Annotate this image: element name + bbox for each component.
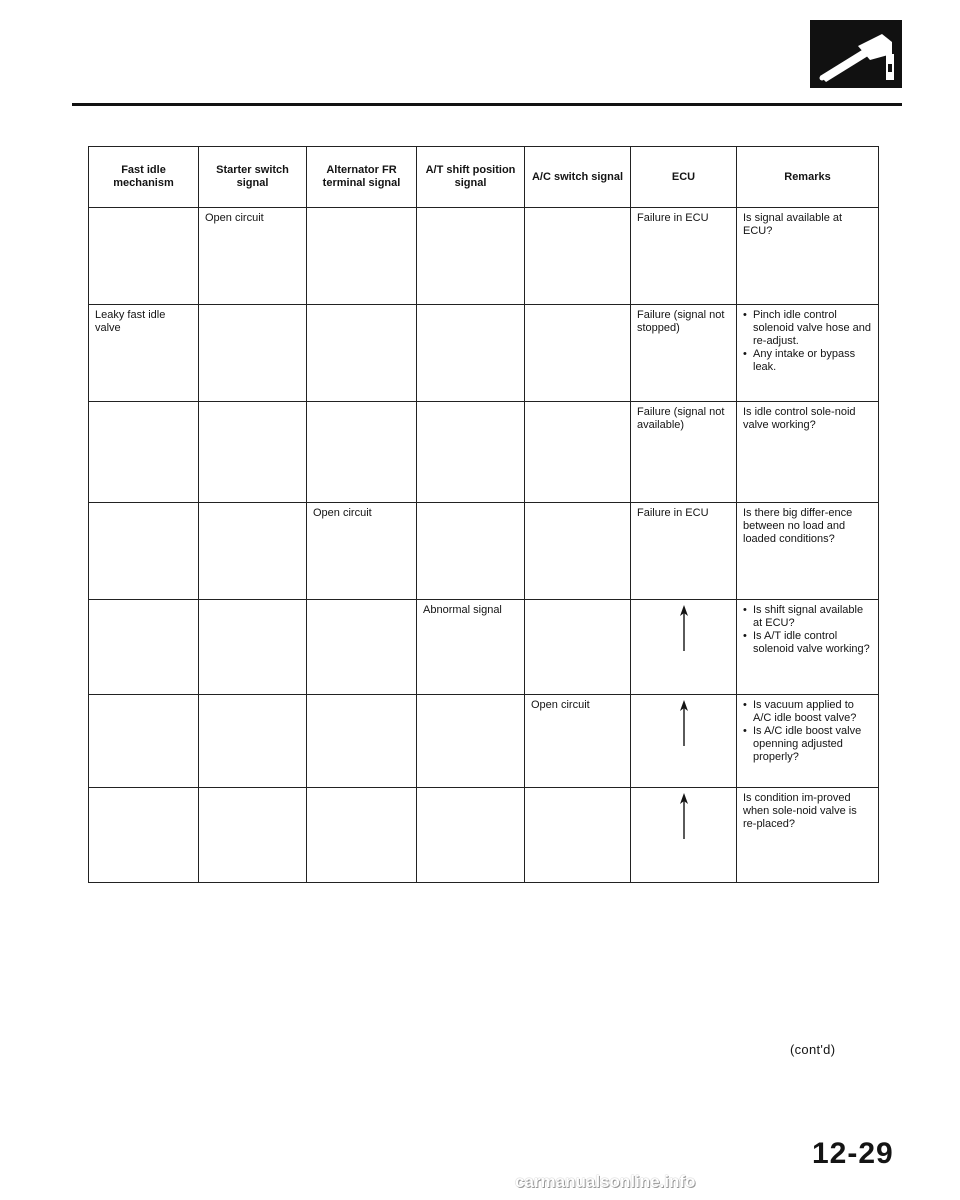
watermark: carmanualsonline.info (515, 1172, 696, 1191)
table-row (89, 208, 879, 305)
header-fast-idle: Fast idle mechanism (89, 147, 199, 208)
cell-remarks: Is signal available at ECU? (737, 208, 879, 305)
cell-fast-idle (89, 695, 199, 788)
cell-at-shift (417, 305, 525, 402)
cell-fast-idle (89, 402, 199, 503)
cell-ecu: Failure in ECU (631, 503, 737, 600)
troubleshooting-table (88, 146, 879, 883)
remarks-item: • Is A/T idle control solenoid valve working? (743, 630, 872, 656)
header-alternator: Alternator FR terminal signal (307, 147, 417, 208)
cell-starter (199, 305, 307, 402)
cell-fast-idle (89, 503, 199, 600)
cell-alternator: Open circuit (307, 503, 417, 600)
cell-ac-switch (525, 208, 631, 305)
remarks-list (743, 309, 872, 374)
table-header-row (89, 147, 879, 208)
cell-starter (199, 503, 307, 600)
cell-remarks: Is there big differ-ence between no load and loaded conditions? (737, 503, 879, 600)
header-ecu: ECU (631, 147, 737, 208)
header-ac-switch: A/C switch signal (525, 147, 631, 208)
cell-ecu (631, 788, 737, 883)
cell-remarks (737, 695, 879, 788)
cell-alternator (307, 695, 417, 788)
cell-starter (199, 402, 307, 503)
cell-at-shift (417, 208, 525, 305)
cell-at-shift: Abnormal signal (417, 600, 525, 695)
up-arrow-icon (678, 604, 690, 652)
cell-fast-idle (89, 788, 199, 883)
cell-remarks (737, 305, 879, 402)
cell-ac-switch (525, 600, 631, 695)
remarks-list (743, 604, 872, 656)
fuel-nozzle-icon (810, 20, 902, 88)
remarks-item: • Is A/C idle boost valve openning adjusted properly? (743, 725, 872, 764)
section-logo (810, 20, 902, 88)
cell-remarks (737, 600, 879, 695)
table-row (89, 788, 879, 883)
cell-fast-idle (89, 208, 199, 305)
cell-ac-switch (525, 402, 631, 503)
table-row (89, 503, 879, 600)
cell-ecu (631, 600, 737, 695)
cell-starter (199, 695, 307, 788)
header-rule (72, 103, 902, 106)
header-remarks: Remarks (737, 147, 879, 208)
cell-at-shift (417, 402, 525, 503)
cell-alternator (307, 305, 417, 402)
cell-starter (199, 788, 307, 883)
continued-label: (cont'd) (790, 1042, 836, 1057)
cell-starter (199, 600, 307, 695)
cell-ecu (631, 695, 737, 788)
up-arrow-icon (678, 699, 690, 747)
remarks-item: • Is vacuum applied to A/C idle boost valve? (743, 699, 872, 725)
cell-starter: Open circuit (199, 208, 307, 305)
remarks-list (743, 699, 872, 764)
cell-alternator (307, 402, 417, 503)
cell-ac-switch (525, 305, 631, 402)
table-row (89, 600, 879, 695)
cell-at-shift (417, 695, 525, 788)
remarks-item: • Is shift signal available at ECU? (743, 604, 872, 630)
cell-alternator (307, 788, 417, 883)
cell-ac-switch (525, 503, 631, 600)
table-row (89, 402, 879, 503)
cell-at-shift (417, 788, 525, 883)
cell-remarks: Is condition im-proved when sole-noid valve is re-placed? (737, 788, 879, 883)
remarks-item: • Pinch idle control solenoid valve hose and re-adjust. (743, 309, 872, 348)
header-at-shift: A/T shift position signal (417, 147, 525, 208)
cell-alternator (307, 600, 417, 695)
table-row (89, 305, 879, 402)
header-starter: Starter switch signal (199, 147, 307, 208)
page-number: 12-29 (812, 1137, 894, 1170)
cell-ac-switch (525, 788, 631, 883)
cell-fast-idle: Leaky fast idle valve (89, 305, 199, 402)
cell-fast-idle (89, 600, 199, 695)
cell-alternator (307, 208, 417, 305)
cell-ac-switch: Open circuit (525, 695, 631, 788)
cell-ecu: Failure (signal not stopped) (631, 305, 737, 402)
cell-ecu: Failure in ECU (631, 208, 737, 305)
cell-ecu: Failure (signal not available) (631, 402, 737, 503)
up-arrow-icon (678, 792, 690, 840)
table-row (89, 695, 879, 788)
remarks-item: • Any intake or bypass leak. (743, 348, 872, 374)
cell-at-shift (417, 503, 525, 600)
cell-remarks: Is idle control sole-noid valve working? (737, 402, 879, 503)
